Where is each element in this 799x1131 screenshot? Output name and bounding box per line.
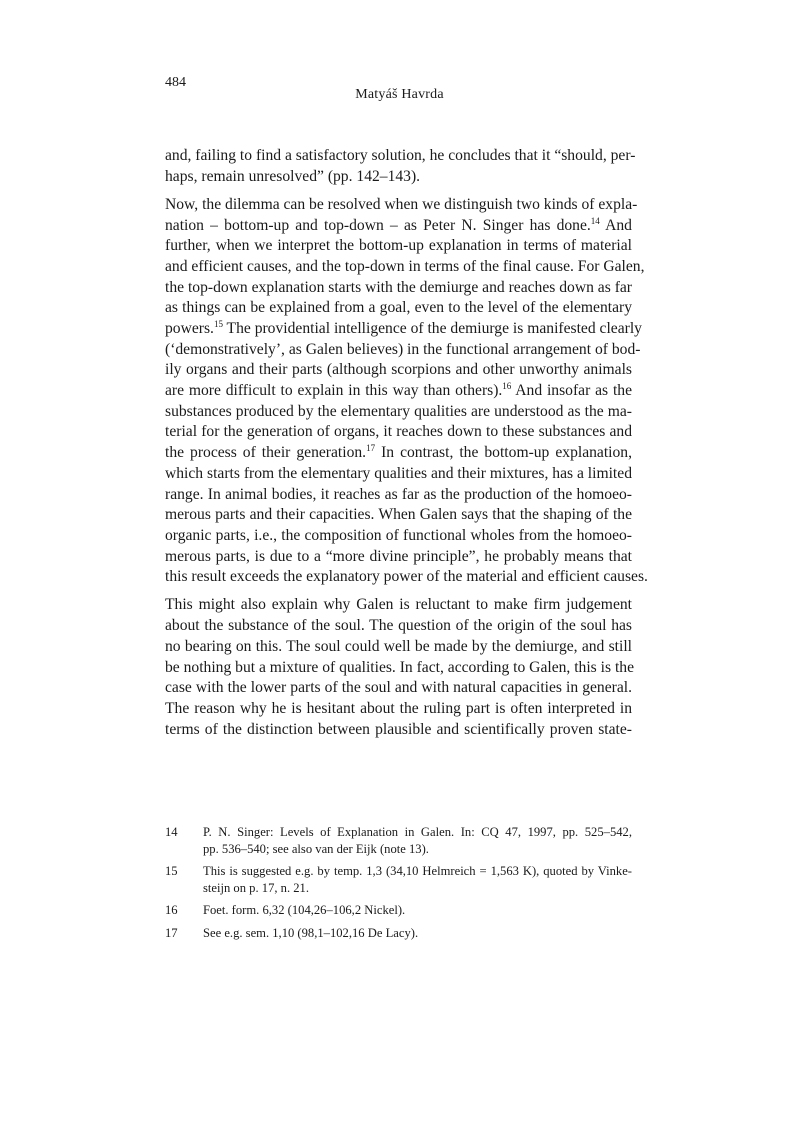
text-line: and, failing to find a satisfactory solution, he concludes that it “should, per- <box>165 147 636 164</box>
footnote-number: 14 <box>165 825 178 839</box>
footnote-marker[interactable]: 14 <box>590 215 600 226</box>
footnote-line: This is suggested e.g. by temp. 1,3 (34,10 Helmreich = 1,563 K), quoted by Vinke- <box>203 864 632 878</box>
text-line: which starts from the elementary qualities and their mixtures, has a limited <box>165 464 632 482</box>
text-line: about the substance of the soul. The question of the origin of the soul has <box>165 617 632 635</box>
paragraph <box>165 146 636 187</box>
text-line: terial for the generation of organs, it reaches down to these substances and <box>165 423 632 441</box>
footnote-text <box>203 925 632 942</box>
text-line: This might also explain why Galen is reluctant to make firm judgement <box>165 596 632 614</box>
footnote-line: See e.g. sem. 1,10 (98,1–102,16 De Lacy). <box>203 925 419 940</box>
text-line: as things can be explained from a goal, even to the level of the elementary <box>165 299 632 317</box>
paragraph <box>165 595 632 740</box>
text-line: the process of their generation.$^{17}$ In contrast, the bottom-up explanation, <box>165 443 632 462</box>
footnotes <box>165 824 632 947</box>
footnote <box>165 863 632 896</box>
footnote <box>165 824 632 857</box>
text-line: merous parts, is due to a “more divine principle”, he probably means that <box>165 547 632 565</box>
text-line: no bearing on this. The soul could well be made by the demiurge, and still <box>165 637 632 655</box>
text-line: (‘demonstratively’, as Galen believes) in the functional arrangement of bod- <box>165 340 641 358</box>
paragraph <box>165 195 648 588</box>
text-line: the top-down explanation starts with the demiurge and reaches down as far <box>165 278 632 296</box>
footnote-marker[interactable]: 15 <box>213 319 223 329</box>
text-line: be nothing but a mixture of qualities. In fact, according to Galen, this is the <box>165 658 634 676</box>
text-line: case with the lower parts of the soul and with natural capacities in general. <box>165 679 632 697</box>
text-line: further, when we interpret the bottom-up explanation in terms of material <box>165 237 632 255</box>
footnote <box>165 902 632 919</box>
text-line: substances produced by the elementary qualities are understood as the ma- <box>165 402 632 420</box>
text-line: merous parts and their capacities. When Galen says that the shaping of the <box>165 506 632 524</box>
text-line: powers.$^{15}$ The providential intelligence of the demiurge is manifested clearly <box>165 319 642 337</box>
footnote-text <box>203 902 632 919</box>
page-number: 484 <box>165 75 186 90</box>
text-line: Now, the dilemma can be resolved when we distinguish two kinds of expla- <box>165 195 638 213</box>
footnote-line: steijn on p. 17, n. 21. <box>203 880 309 895</box>
footnote <box>165 925 632 942</box>
text-line: terms of the distinction between plausible and scientifically proven state- <box>165 720 632 738</box>
footnote-line: Foet. form. 6,32 (104,26–106,2 Nickel). <box>203 903 406 917</box>
text-line: are more difficult to explain in this way than others).$^{16}$ And insofar as the <box>165 381 632 400</box>
footnote-text <box>203 824 632 857</box>
text-line: The reason why he is hesitant about the ruling part is often interpreted in <box>165 699 632 717</box>
footnote-number: 17 <box>165 925 178 940</box>
text-line: this result exceeds the explanatory power of the material and efficient causes. <box>165 568 648 586</box>
footnote-number: 15 <box>165 864 178 878</box>
footnote-line: P. N. Singer: Levels of Explanation in Galen. In: CQ 47, 1997, pp. 525–542, <box>203 825 632 839</box>
text-line: ily organs and their parts (although scorpions and other unworthy animals <box>165 361 632 379</box>
text-line: range. In animal bodies, it reaches as far as the production of the homoeo- <box>165 485 632 503</box>
text-line: haps, remain unresolved” (pp. 142–143). <box>165 167 421 185</box>
footnote-marker[interactable]: 17 <box>366 443 376 454</box>
footnote-text <box>203 863 632 896</box>
footnote-line: pp. 536–540; see also van der Eijk (note 13). <box>203 841 429 856</box>
footnote-number: 16 <box>165 903 178 917</box>
running-head: Matyáš Havrda <box>355 87 444 102</box>
footnote-marker[interactable]: 16 <box>502 381 512 392</box>
text-line: nation – bottom-up and top-down – as Peter N. Singer has done.$^{14}$ And <box>165 215 632 234</box>
main-text <box>165 146 648 748</box>
text-line: organic parts, i.e., the composition of functional wholes from the homoeo- <box>165 526 632 544</box>
text-line: and efficient causes, and the top-down in terms of the final cause. For Galen, <box>165 257 645 275</box>
